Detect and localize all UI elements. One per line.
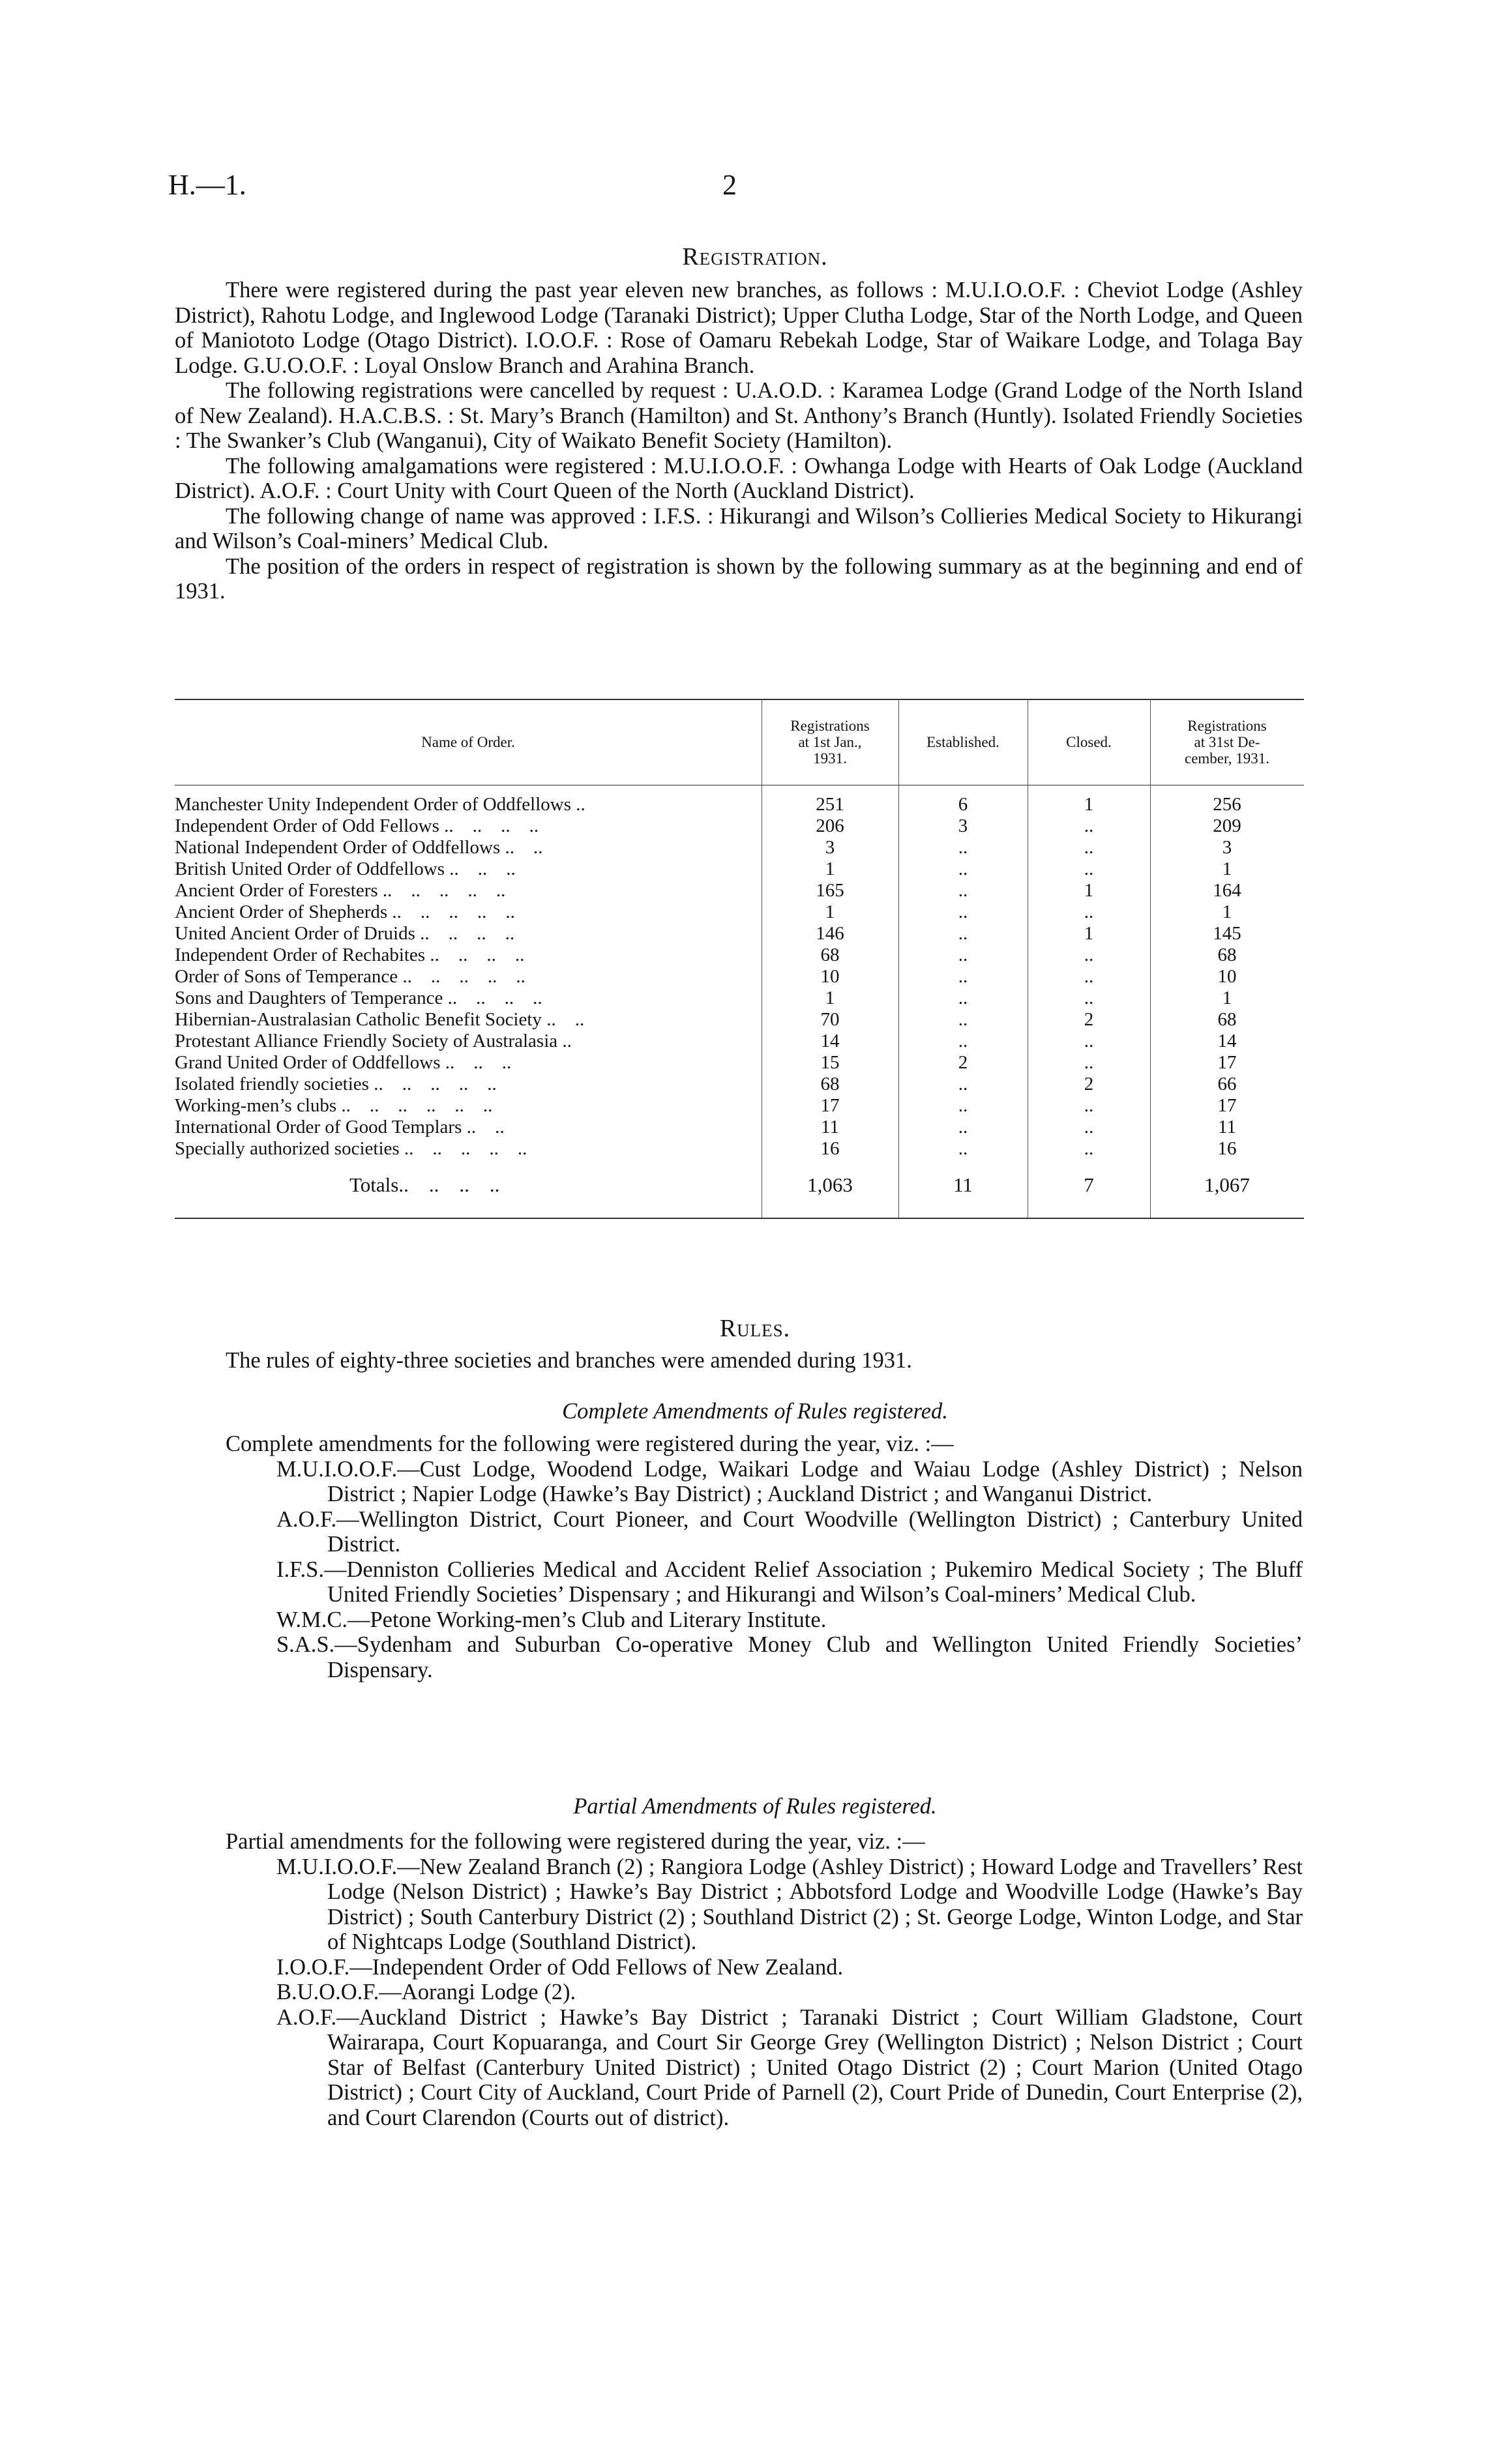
established-cell: ..	[958, 858, 968, 879]
end-cell: 209	[1213, 815, 1241, 836]
table-bottom-rule	[175, 1218, 1304, 1219]
closed-cell: ..	[1084, 1052, 1094, 1073]
established-cell: ..	[958, 1031, 968, 1051]
closed-cell: ..	[1084, 988, 1094, 1008]
start-cell: 206	[816, 815, 844, 836]
established-cell: ..	[958, 880, 968, 901]
totals-established: 11	[953, 1173, 973, 1196]
order-name-cell	[175, 945, 762, 966]
established-cell: ..	[958, 1138, 968, 1159]
end-cell: 68	[1217, 945, 1237, 965]
header-registrations-start	[762, 712, 898, 772]
header-line: Registrations	[1187, 717, 1267, 734]
order-name-cell	[175, 1031, 762, 1052]
registration-paragraph-change-of-name: The following change of name was approved : I.F.S. : Hikurangi and Wilson’s Collieries Medical Society to Hikurangi and Wilson’s Coal-miners’ Medical Club.	[175, 503, 1303, 553]
table-row	[175, 988, 1304, 1009]
start-cell: 70	[820, 1009, 840, 1030]
order-name: Ancient Order of Foresters	[175, 880, 378, 901]
partial-amendment-entry: A.O.F.—Auckland District ; Hawke’s Bay District ; Taranaki District ; Court William Gladstone, Court Wairarapa, Court Kopuaranga, and Court Sir George Grey (Wellington District) ; Nelson District ; Court Star of Belfast (Canterbury United District) ; United Otago District (2) ; Court Marion (United Otago District) ; Court City of Auckland, Court Pride of Parnell (2), Court Pride of Dunedin, Court Enterprise (2), and Court Clarendon (Courts out of district).	[276, 2004, 1303, 2130]
document-id: H.—1.	[168, 169, 246, 201]
closed-cell: ..	[1084, 1031, 1094, 1051]
start-cell: 1	[825, 902, 835, 922]
order-name-cell	[175, 988, 762, 1009]
end-cell: 10	[1217, 966, 1237, 987]
table-top-rule	[175, 699, 1304, 700]
order-name-cell	[175, 815, 762, 837]
rules-intro-text: The rules of eighty-three societies and branches were amended during 1931.	[226, 1348, 912, 1373]
end-cell: 11	[1218, 1117, 1236, 1137]
table-row	[175, 1138, 1304, 1160]
complete-amendment-entry: M.U.I.O.O.F.—Cust Lodge, Woodend Lodge, Waikari Lodge and Waiau Lodge (Ashley District) ; Nelson District ; Napier Lodge (Hawke’s Bay District) ; Auckland District ; and Wanganui District.	[276, 1456, 1303, 1506]
order-name: Working-men’s clubs	[175, 1095, 337, 1116]
order-name: Grand United Order of Oddfellows	[175, 1052, 441, 1073]
closed-cell: ..	[1084, 1095, 1094, 1116]
header-line: cember, 1931.	[1184, 750, 1269, 767]
rules-intro	[175, 1348, 1303, 1373]
table-row	[175, 966, 1304, 988]
closed-cell: ..	[1084, 1117, 1094, 1137]
established-cell: 6	[958, 794, 968, 815]
table-row	[175, 1117, 1304, 1138]
established-cell: ..	[958, 923, 968, 944]
closed-cell: ..	[1084, 1138, 1094, 1159]
partial-amendment-entry: B.U.O.O.F.—Aorangi Lodge (2).	[276, 1980, 576, 2004]
end-cell: 256	[1213, 794, 1241, 815]
end-cell: 164	[1213, 880, 1241, 901]
partial-amendment-entry: M.U.I.O.O.F.—New Zealand Branch (2) ; Rangiora Lodge (Ashley District) ; Howard Lodge and Travellers’ Rest Lodge (Nelson District) ; Hawke’s Bay District ; Abbotsford Lodge and Woodville Lodge (Hawke’s Bay District) ; South Canterbury District (2) ; Southland District (2) ; St. George Lodge, Winton Lodge, and Star of Nightcaps Lodge (Southland District).	[276, 1854, 1303, 1954]
start-cell: 10	[820, 966, 840, 987]
closed-cell: 1	[1084, 880, 1094, 901]
table-totals-row	[175, 1172, 1304, 1198]
registration-paragraph-summary-intro: The position of the orders in respect of registration is shown by the following summary as at the beginning and end of 1931.	[175, 553, 1303, 604]
order-name-cell	[175, 1095, 762, 1117]
closed-cell: 1	[1084, 923, 1094, 944]
closed-cell: ..	[1084, 945, 1094, 965]
order-name: Independent Order of Rechabites	[175, 945, 426, 965]
totals-closed: 7	[1084, 1173, 1094, 1196]
registration-heading: Registration.	[682, 243, 828, 271]
closed-cell: ..	[1084, 966, 1094, 987]
established-cell: ..	[958, 1117, 968, 1137]
table-row	[175, 815, 1304, 837]
closed-cell: ..	[1084, 815, 1094, 836]
registration-summary-table	[175, 699, 1304, 1262]
dot-leaders: .. .. .. ..	[420, 923, 515, 944]
complete-amendment-entry: A.O.F.—Wellington District, Court Pioneer, and Court Woodville (Wellington District) ; Canterbury United District.	[276, 1506, 1303, 1557]
table-row	[175, 1031, 1304, 1052]
order-name-cell	[175, 794, 762, 815]
order-name-cell	[175, 1117, 762, 1138]
dot-leaders: .. .. .. .. ..	[392, 902, 515, 922]
dot-leaders: .. .. .. ..	[430, 945, 525, 965]
registration-paragraph-amalgamations: The following amalgamations were registered : M.U.I.O.O.F. : Owhanga Lodge with Hearts of Oak Lodge (Auckland District). A.O.F. : Court Unity with Court Queen of the North (Auckland District).	[175, 453, 1303, 503]
closed-cell: 2	[1084, 1074, 1094, 1094]
order-name: Specially authorized societies	[175, 1138, 400, 1159]
dot-leaders: .. ..	[466, 1117, 505, 1137]
complete-amendment-entry: I.F.S.—Denniston Collieries Medical and Accident Relief Association ; Pukemiro Medical Society ; The Bluff United Friendly Societies’ Dispensary ; and Hikurangi and Wilson’s Coal-miners’ Medical Club.	[276, 1557, 1303, 1607]
dot-leaders: .. .. .. .. ..	[382, 880, 506, 901]
order-name-cell	[175, 1074, 762, 1095]
order-name: International Order of Good Templars	[175, 1117, 462, 1137]
established-cell: 2	[958, 1052, 968, 1073]
registration-text	[175, 278, 1303, 604]
dot-leaders: .. .. .. ..	[447, 988, 542, 1008]
end-cell: 1	[1222, 858, 1232, 879]
start-cell: 1	[825, 858, 835, 879]
order-name-cell	[175, 837, 762, 858]
table-row	[175, 1052, 1304, 1074]
partial-amendment-entry: I.O.O.F.—Independent Order of Odd Fellows of New Zealand.	[276, 1954, 844, 1980]
order-name-cell	[175, 1052, 762, 1074]
established-cell: ..	[958, 966, 968, 987]
dot-leaders: .. ..	[546, 1009, 585, 1030]
order-name-cell	[175, 1138, 762, 1160]
order-name: Sons and Daughters of Temperance	[175, 988, 443, 1008]
end-cell: 68	[1217, 1009, 1237, 1030]
complete-amendments-list	[175, 1431, 1303, 1682]
complete-amendment-entry: S.A.S.—Sydenham and Suburban Co-operative Money Club and Wellington United Friendly Societies’ Dispensary.	[276, 1632, 1303, 1682]
order-name-cell	[175, 880, 762, 902]
end-cell: 145	[1213, 923, 1241, 944]
complete-amendments-intro: Complete amendments for the following were registered during the year, viz. :—	[226, 1431, 954, 1456]
established-cell: ..	[958, 1095, 968, 1116]
table-row	[175, 923, 1304, 945]
order-name-cell	[175, 1009, 762, 1031]
header-line: 1931.	[813, 750, 847, 767]
order-name: British United Order of Oddfellows	[175, 858, 445, 879]
established-cell: ..	[958, 988, 968, 1008]
partial-amendments-heading: Partial Amendments of Rules registered.	[573, 1794, 937, 1819]
dot-leaders: .. .. ..	[445, 1052, 512, 1073]
registration-paragraph-new-branches: There were registered during the past year eleven new branches, as follows : M.U.I.O.O.F. : Cheviot Lodge (Ashley District), Rahotu Lodge, and Inglewood Lodge (Taranaki District); Upper Clutha Lodge, Star of the North Lodge, and Queen of Maniototo Lodge (Otago District). I.O.O.F. : Rose of Oamaru Rebekah Lodge, Star of Waikare Lodge, and Tolaga Bay Lodge. G.U.O.O.F. : Loyal Onslow Branch and Arahina Branch.	[175, 278, 1303, 378]
dot-leaders: ..	[576, 794, 585, 815]
header-established: Established.	[926, 733, 999, 750]
order-name-cell	[175, 858, 762, 880]
table-row	[175, 945, 1304, 966]
header-closed: Closed.	[1066, 733, 1112, 750]
dot-leaders: .. .. ..	[449, 858, 516, 879]
closed-cell: ..	[1084, 858, 1094, 879]
closed-cell: 1	[1084, 794, 1094, 815]
start-cell: 68	[820, 1074, 840, 1094]
header-line: at 31st De-	[1194, 733, 1260, 750]
closed-cell: 2	[1084, 1009, 1094, 1030]
rules-heading: Rules.	[719, 1315, 791, 1342]
complete-amendment-entry: W.M.C.—Petone Working-men’s Club and Literary Institute.	[276, 1607, 827, 1632]
start-cell: 17	[820, 1095, 840, 1116]
start-cell: 16	[820, 1138, 840, 1159]
header-line: at 1st Jan.,	[798, 733, 862, 750]
complete-amendments-heading: Complete Amendments of Rules registered.	[562, 1399, 948, 1424]
table-row	[175, 902, 1304, 923]
order-name-cell	[175, 923, 762, 945]
partial-amendments-intro: Partial amendments for the following were registered during the year, viz. :—	[226, 1829, 925, 1854]
closed-cell: ..	[1084, 837, 1094, 858]
order-name: Ancient Order of Shepherds	[175, 902, 388, 922]
dot-leaders: .. .. .. .. .. ..	[341, 1095, 493, 1116]
end-cell: 16	[1217, 1138, 1237, 1159]
partial-amendments-list	[175, 1829, 1303, 2130]
end-cell: 1	[1222, 988, 1232, 1008]
order-name: Hibernian-Australasian Catholic Benefit Society	[175, 1009, 542, 1030]
table-row	[175, 837, 1304, 858]
totals-label	[349, 1172, 499, 1198]
established-cell: 3	[958, 815, 968, 836]
table-row	[175, 880, 1304, 902]
start-cell: 165	[816, 880, 844, 901]
dot-leaders: .. .. .. .. ..	[402, 966, 526, 987]
totals-label-text: Totals	[349, 1173, 399, 1196]
start-cell: 11	[821, 1117, 839, 1137]
end-cell: 3	[1222, 837, 1232, 858]
end-cell: 1	[1222, 902, 1232, 922]
header-name-of-order: Name of Order.	[421, 733, 515, 750]
end-cell: 14	[1217, 1031, 1237, 1051]
order-name: Manchester Unity Independent Order of Oddfellows	[175, 794, 572, 815]
order-name: Independent Order of Odd Fellows	[175, 815, 439, 836]
dot-leaders: ..	[562, 1031, 572, 1051]
header-line: Registrations	[790, 717, 870, 734]
start-cell: 68	[820, 945, 840, 965]
start-cell: 3	[825, 837, 835, 858]
start-cell: 14	[820, 1031, 840, 1051]
totals-start: 1,063	[807, 1173, 853, 1196]
page-number: 2	[722, 169, 737, 201]
registration-paragraph-cancelled: The following registrations were cancelled by request : U.A.O.D. : Karamea Lodge (Grand Lodge of the North Island of New Zealand). H.A.C.B.S. : St. Mary’s Branch (Hamilton) and St. Anthony’s Branch (Huntly). Isolated Friendly Societies : The Swanker’s Club (Wanganui), City of Waikato Benefit Society (Hamilton).	[175, 378, 1303, 453]
order-name-cell	[175, 966, 762, 988]
table-row	[175, 794, 1304, 815]
established-cell: ..	[958, 1009, 968, 1030]
dot-leaders: .. ..	[505, 837, 543, 858]
closed-cell: ..	[1084, 902, 1094, 922]
order-name: Order of Sons of Temperance	[175, 966, 398, 987]
end-cell: 66	[1217, 1074, 1237, 1094]
table-row	[175, 1074, 1304, 1095]
end-cell: 17	[1217, 1095, 1237, 1116]
order-name: Protestant Alliance Friendly Society of Australasia	[175, 1031, 558, 1051]
order-name-cell	[175, 902, 762, 923]
order-name: National Independent Order of Oddfellows	[175, 837, 501, 858]
header-registrations-end	[1150, 712, 1304, 772]
established-cell: ..	[958, 1074, 968, 1094]
table-row	[175, 1009, 1304, 1031]
dot-leaders: .. .. .. .. ..	[404, 1138, 527, 1159]
start-cell: 146	[816, 923, 844, 944]
dot-leaders: .. .. .. ..	[444, 815, 539, 836]
order-name: Isolated friendly societies	[175, 1074, 369, 1094]
totals-end: 1,067	[1204, 1173, 1250, 1196]
start-cell: 15	[820, 1052, 840, 1073]
order-name: United Ancient Order of Druids	[175, 923, 415, 944]
totals-leaders: .. .. .. ..	[398, 1173, 500, 1196]
table-row	[175, 858, 1304, 880]
established-cell: ..	[958, 945, 968, 965]
established-cell: ..	[958, 902, 968, 922]
start-cell: 1	[825, 988, 835, 1008]
dot-leaders: .. .. .. .. ..	[374, 1074, 497, 1094]
table-row	[175, 1095, 1304, 1117]
established-cell: ..	[958, 837, 968, 858]
start-cell: 251	[816, 794, 844, 815]
end-cell: 17	[1217, 1052, 1237, 1073]
